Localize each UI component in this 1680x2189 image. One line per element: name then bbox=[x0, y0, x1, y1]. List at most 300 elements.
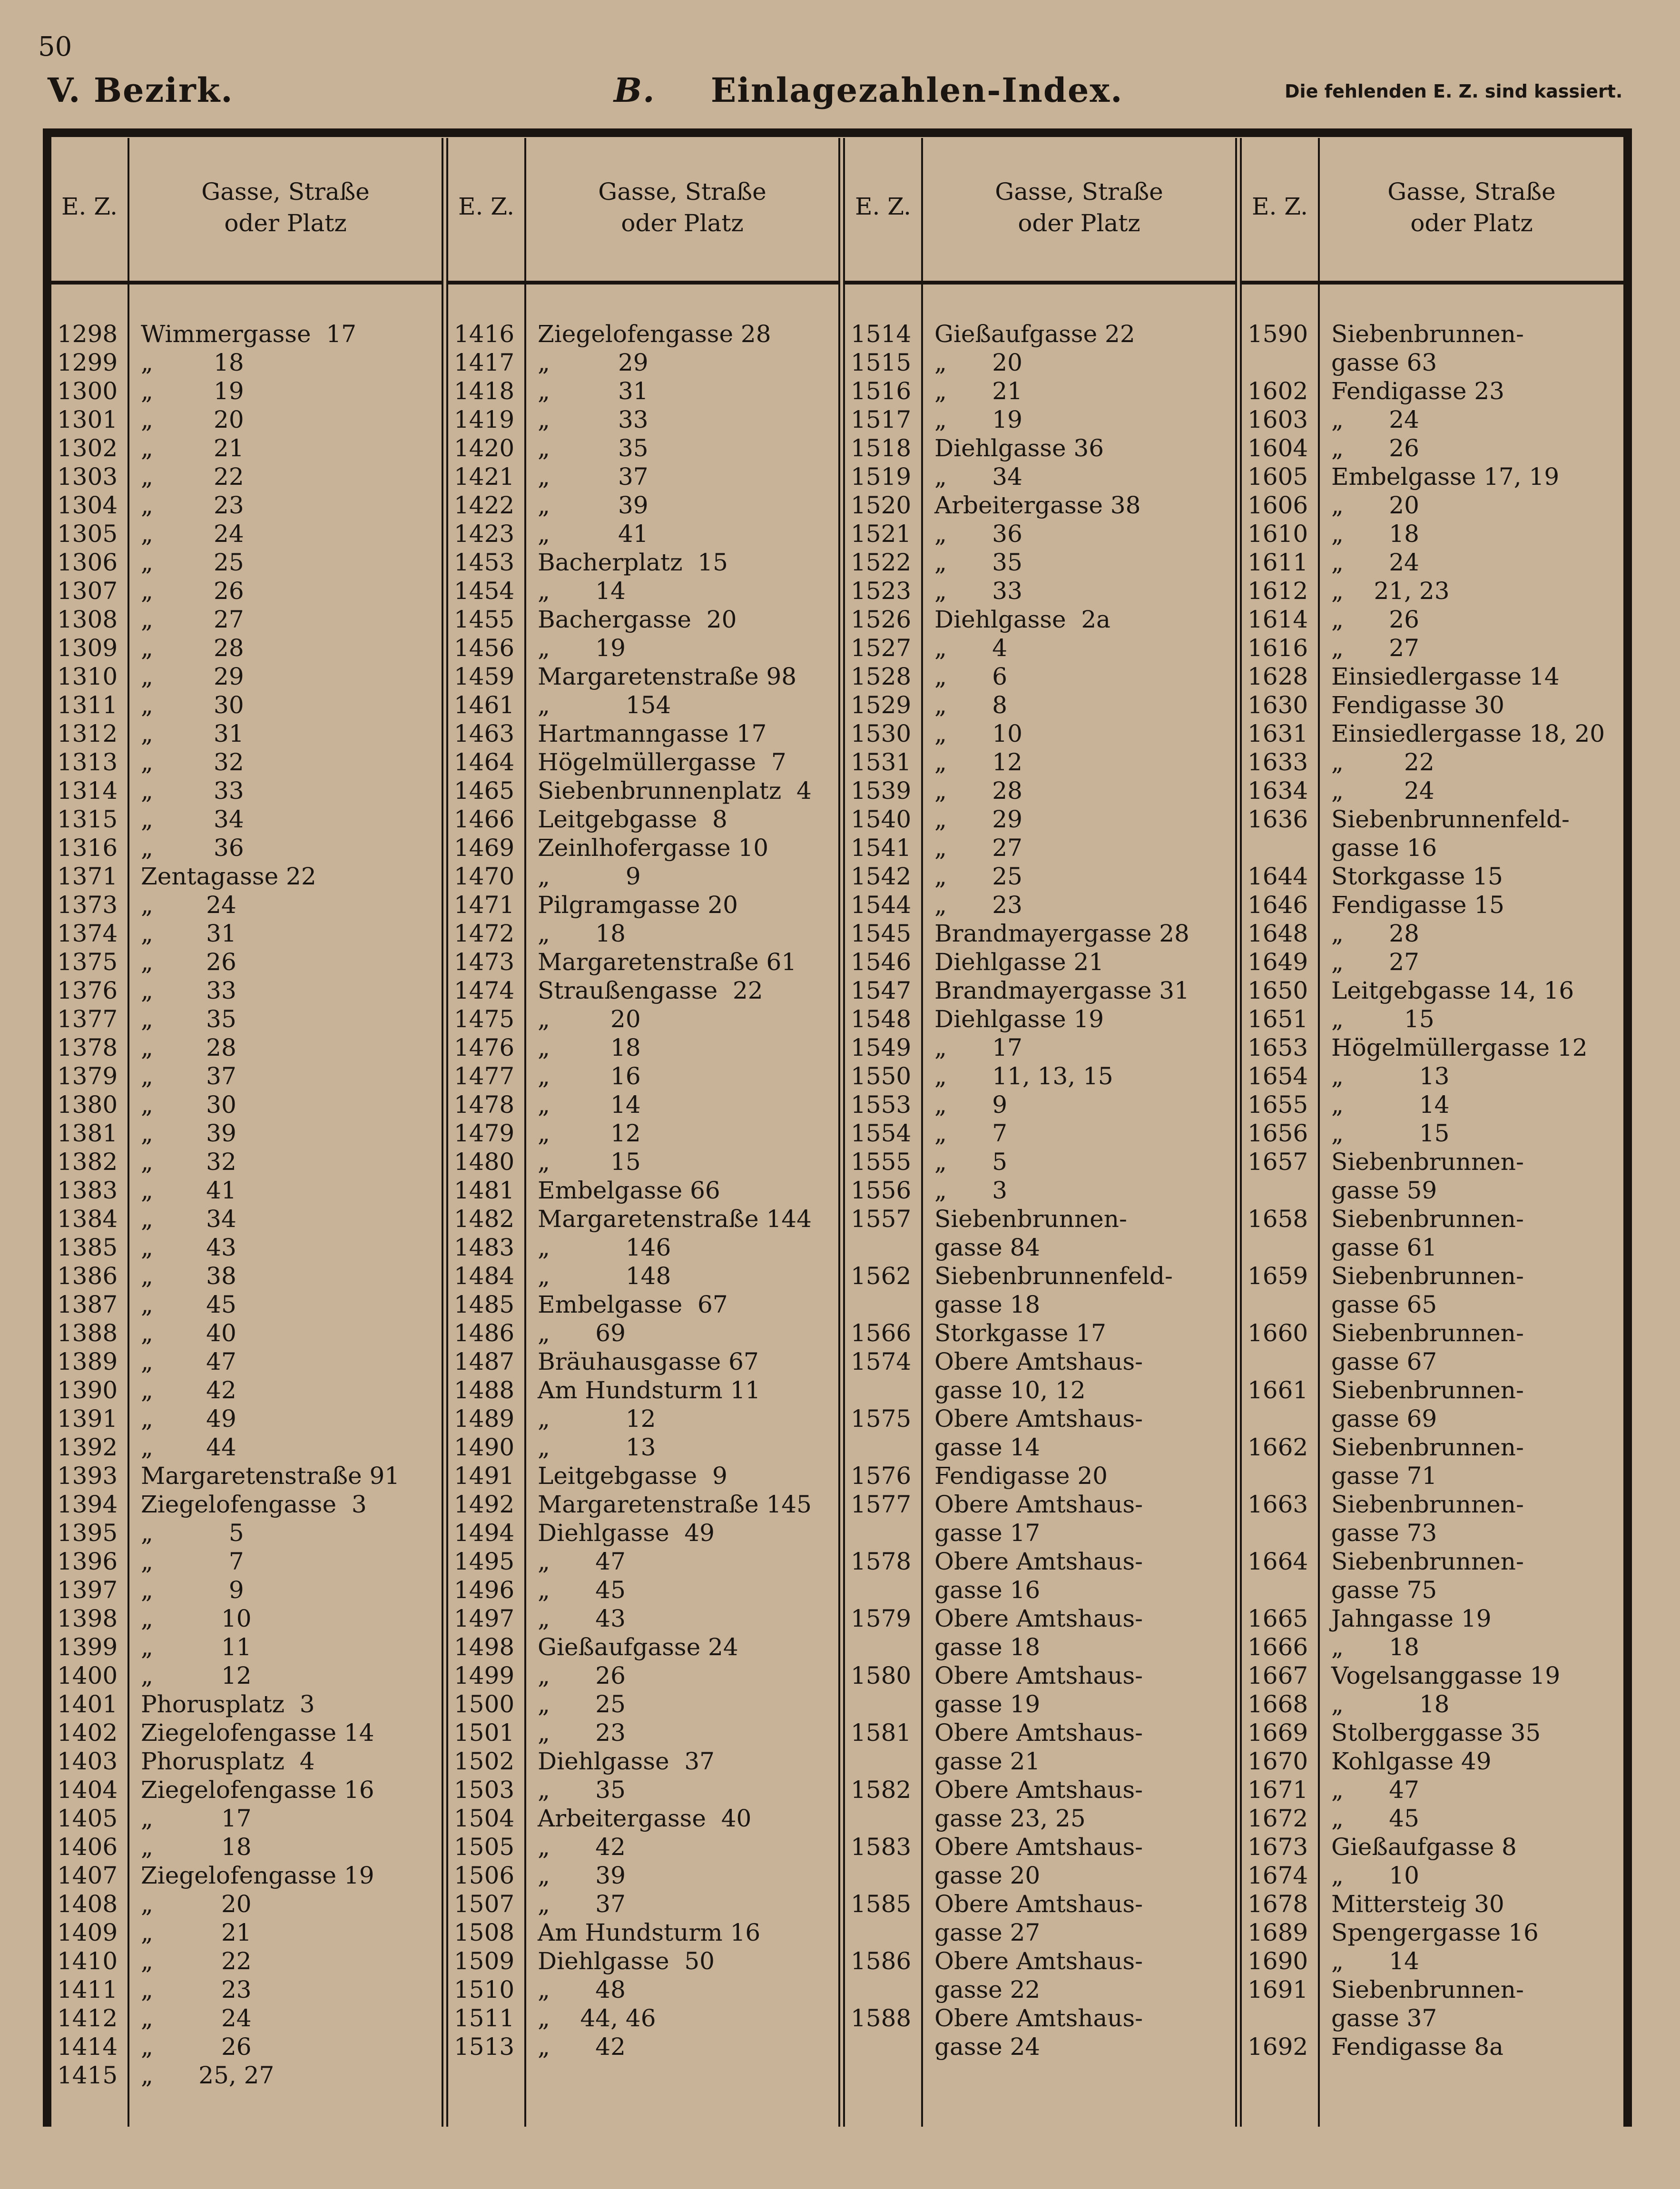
street-name: Diehlgasse 19 bbox=[934, 1005, 1104, 1033]
header-rule bbox=[845, 281, 1235, 285]
table-row bbox=[1242, 1804, 1623, 1833]
table-row bbox=[845, 520, 1235, 548]
street-name: „ 38 bbox=[141, 1262, 236, 1290]
street-name: „ 41 bbox=[141, 1177, 236, 1204]
street-name: Kohlgasse 49 bbox=[1331, 1747, 1492, 1775]
street-name: Diehlgasse 36 bbox=[934, 434, 1104, 462]
table-row bbox=[1242, 1090, 1623, 1119]
street-name: Mittersteig 30 bbox=[1331, 1890, 1504, 1918]
table-row bbox=[51, 434, 442, 462]
street-name: gasse 10, 12 bbox=[934, 1376, 1086, 1404]
index-title: Einlagezahlen-Index. bbox=[710, 70, 1123, 110]
table-row bbox=[448, 405, 838, 434]
street-name: Storkgasse 17 bbox=[934, 1319, 1106, 1347]
table-row bbox=[845, 1347, 1235, 1376]
ez-number: 1471 bbox=[454, 891, 515, 919]
street-name: Gießaufgasse 22 bbox=[934, 320, 1135, 348]
street-name: „ 4 bbox=[934, 634, 1008, 662]
header-line: Gasse, Straße bbox=[1387, 178, 1556, 206]
street-name: gasse 16 bbox=[1331, 834, 1437, 862]
street-name: gasse 63 bbox=[1331, 349, 1437, 376]
street-name: gasse 19 bbox=[934, 1690, 1041, 1718]
district-heading: V. Bezirk. bbox=[48, 70, 234, 110]
street-name: „ 10 bbox=[1331, 1862, 1419, 1889]
ez-number: 1555 bbox=[851, 1148, 912, 1176]
street-name: „ 31 bbox=[141, 720, 244, 747]
ez-number: 1374 bbox=[57, 920, 118, 947]
street-name: gasse 69 bbox=[1331, 1405, 1437, 1433]
header-line: oder Platz bbox=[1018, 209, 1140, 237]
table-row bbox=[448, 1119, 838, 1148]
ez-number: 1394 bbox=[57, 1491, 118, 1518]
table-row bbox=[1242, 2004, 1623, 2032]
street-name: „ 47 bbox=[1331, 1776, 1419, 1804]
ez-number: 1482 bbox=[454, 1205, 515, 1233]
table-row bbox=[51, 1233, 442, 1262]
street-name: „ 31 bbox=[141, 920, 236, 947]
street-name: Margaretenstraße 145 bbox=[538, 1491, 812, 1518]
street-name: gasse 24 bbox=[934, 2033, 1041, 2061]
ez-number: 1302 bbox=[57, 434, 118, 462]
ez-number: 1396 bbox=[57, 1548, 118, 1575]
street-name: „ 35 bbox=[141, 1005, 236, 1033]
table-row bbox=[51, 1176, 442, 1205]
street-name: „ 42 bbox=[538, 2033, 626, 2061]
page-number: 50 bbox=[38, 31, 72, 62]
table-row bbox=[845, 1404, 1235, 1433]
table-row bbox=[845, 605, 1235, 634]
ez-number: 1381 bbox=[57, 1119, 118, 1147]
table-row bbox=[1242, 662, 1623, 691]
table-row bbox=[51, 1404, 442, 1433]
table-row bbox=[51, 520, 442, 548]
street-name: Phorusplatz 4 bbox=[141, 1747, 315, 1775]
street-name: „ 10 bbox=[934, 720, 1022, 747]
ez-number: 1313 bbox=[57, 748, 118, 776]
street-name: Diehlgasse 21 bbox=[934, 948, 1104, 976]
ez-number: 1660 bbox=[1248, 1319, 1308, 1347]
street-name: Obere Amtshaus- bbox=[934, 1719, 1143, 1747]
ez-number: 1614 bbox=[1248, 606, 1308, 633]
table-row bbox=[1242, 634, 1623, 662]
ez-column-header: E. Z. bbox=[1251, 193, 1308, 220]
street-name: „ 14 bbox=[538, 577, 626, 605]
table-row bbox=[448, 1005, 838, 1033]
table-row bbox=[448, 462, 838, 491]
table-row bbox=[448, 1519, 838, 1547]
street-name: gasse 23, 25 bbox=[934, 1805, 1086, 1832]
street-name: Gießaufgasse 8 bbox=[1331, 1833, 1517, 1861]
street-name: „ 24 bbox=[141, 2004, 252, 2032]
street-name: „ 24 bbox=[1331, 777, 1434, 805]
ez-number: 1580 bbox=[851, 1662, 912, 1689]
table-row bbox=[448, 2032, 838, 2061]
header-line: oder Platz bbox=[1410, 209, 1533, 237]
ez-number: 1510 bbox=[454, 1976, 515, 2003]
table-row bbox=[1242, 1290, 1623, 1319]
table-row bbox=[1242, 891, 1623, 919]
index-column-4 bbox=[1242, 138, 1623, 2127]
street-name: Arbeitergasse 38 bbox=[934, 491, 1141, 519]
table-row bbox=[1242, 1376, 1623, 1404]
table-row bbox=[448, 1490, 838, 1519]
ez-number: 1554 bbox=[851, 1119, 912, 1147]
table-row bbox=[845, 776, 1235, 805]
table-row bbox=[51, 1005, 442, 1033]
table-row bbox=[1242, 1148, 1623, 1176]
street-name: „ 36 bbox=[934, 520, 1022, 548]
ez-number: 1388 bbox=[57, 1319, 118, 1347]
table-row bbox=[845, 1975, 1235, 2004]
street-name: Ziegelofengasse 19 bbox=[141, 1862, 374, 1889]
street-name: Siebenbrunnen- bbox=[1331, 1148, 1524, 1176]
street-name: „ 13 bbox=[1331, 1062, 1450, 1090]
street-name: Bachergasse 20 bbox=[538, 606, 737, 633]
street-name: „ 21 bbox=[141, 434, 244, 462]
ez-number: 1406 bbox=[57, 1833, 118, 1861]
street-name: Brandmayergasse 28 bbox=[934, 920, 1189, 947]
street-name: „ 26 bbox=[538, 1662, 626, 1689]
table-row bbox=[1242, 1690, 1623, 1718]
ez-number: 1583 bbox=[851, 1833, 912, 1861]
street-name: Brandmayergasse 31 bbox=[934, 977, 1189, 1004]
ez-number: 1494 bbox=[454, 1519, 515, 1547]
street-name: „ 21 bbox=[934, 377, 1022, 405]
header-line: Gasse, Straße bbox=[598, 178, 766, 206]
table-row bbox=[845, 805, 1235, 834]
table-row bbox=[845, 862, 1235, 891]
table-row bbox=[845, 1090, 1235, 1119]
street-name: „ 18 bbox=[538, 1034, 641, 1061]
street-name: „ 12 bbox=[538, 1405, 656, 1433]
street-name: gasse 84 bbox=[934, 1234, 1041, 1261]
street-name: „ 39 bbox=[141, 1119, 236, 1147]
street-name: „ 18 bbox=[538, 920, 626, 947]
street-name: Siebenbrunnen- bbox=[1331, 1376, 1524, 1404]
street-name: „ 23 bbox=[141, 1976, 252, 2003]
ez-number: 1304 bbox=[57, 491, 118, 519]
ez-number: 1616 bbox=[1248, 634, 1308, 662]
street-name: gasse 71 bbox=[1331, 1462, 1437, 1490]
ez-number: 1667 bbox=[1248, 1662, 1308, 1689]
street-name: „ 45 bbox=[538, 1576, 626, 1604]
street-name: Jahngasse 19 bbox=[1331, 1605, 1492, 1632]
street-name: Stolberggasse 35 bbox=[1331, 1719, 1541, 1747]
ez-number: 1402 bbox=[57, 1719, 118, 1747]
ez-number: 1485 bbox=[454, 1291, 515, 1318]
ez-number: 1419 bbox=[454, 406, 515, 433]
ez-number: 1497 bbox=[454, 1605, 515, 1632]
table-row bbox=[1242, 1062, 1623, 1090]
table-row bbox=[448, 1690, 838, 1718]
ez-number: 1414 bbox=[57, 2033, 118, 2061]
street-name: „ 14 bbox=[1331, 1947, 1419, 1975]
ez-number: 1299 bbox=[57, 349, 118, 376]
ez-number: 1672 bbox=[1248, 1805, 1308, 1832]
table-row bbox=[448, 948, 838, 976]
street-name: Margaretenstraße 98 bbox=[538, 663, 797, 690]
table-row bbox=[448, 976, 838, 1005]
ez-number: 1586 bbox=[851, 1947, 912, 1975]
street-name: Embelgasse 66 bbox=[538, 1177, 720, 1204]
street-name: gasse 75 bbox=[1331, 1576, 1437, 1604]
table-row bbox=[1242, 1347, 1623, 1376]
ez-number: 1404 bbox=[57, 1776, 118, 1804]
table-row bbox=[845, 434, 1235, 462]
ez-number: 1653 bbox=[1248, 1034, 1308, 1061]
street-name: Obere Amtshaus- bbox=[934, 1348, 1143, 1375]
street-name: Storkgasse 15 bbox=[1331, 863, 1503, 890]
ez-number: 1522 bbox=[851, 549, 912, 576]
street-name: gasse 67 bbox=[1331, 1348, 1437, 1375]
street-name: „ 17 bbox=[934, 1034, 1022, 1061]
table-row bbox=[448, 1376, 838, 1404]
ez-number: 1501 bbox=[454, 1719, 515, 1747]
ez-number: 1315 bbox=[57, 805, 118, 833]
street-name: Obere Amtshaus- bbox=[934, 1833, 1143, 1861]
ez-number: 1314 bbox=[57, 777, 118, 805]
table-row bbox=[845, 1262, 1235, 1290]
street-name: Embelgasse 17, 19 bbox=[1331, 463, 1560, 491]
table-row bbox=[845, 1033, 1235, 1062]
table-row bbox=[448, 1205, 838, 1233]
table-row bbox=[1242, 1262, 1623, 1290]
ez-number: 1390 bbox=[57, 1376, 118, 1404]
ez-number: 1669 bbox=[1248, 1719, 1308, 1747]
ez-number: 1306 bbox=[57, 549, 118, 576]
ez-number: 1673 bbox=[1248, 1833, 1308, 1861]
table-row bbox=[51, 405, 442, 434]
ez-number: 1531 bbox=[851, 748, 912, 776]
street-name: Fendigasse 23 bbox=[1331, 377, 1504, 405]
ez-number: 1307 bbox=[57, 577, 118, 605]
table-row bbox=[51, 976, 442, 1005]
street-name: Zeinlhofergasse 10 bbox=[538, 834, 769, 862]
street-name: „ 34 bbox=[141, 1205, 236, 1233]
table-row bbox=[51, 1033, 442, 1062]
street-name: gasse 65 bbox=[1331, 1291, 1437, 1318]
ez-number: 1503 bbox=[454, 1776, 515, 1804]
street-name: „ 28 bbox=[141, 1034, 236, 1061]
table-row bbox=[1242, 1119, 1623, 1148]
street-name: Obere Amtshaus- bbox=[934, 1890, 1143, 1918]
street-name: „ 26 bbox=[1331, 434, 1419, 462]
ez-number: 1542 bbox=[851, 863, 912, 890]
ez-number: 1631 bbox=[1248, 720, 1308, 747]
street-name: „ 7 bbox=[934, 1119, 1008, 1147]
table-row bbox=[448, 1233, 838, 1262]
table-row bbox=[51, 377, 442, 405]
street-name: „ 33 bbox=[141, 977, 236, 1004]
ez-number: 1521 bbox=[851, 520, 912, 548]
table-row bbox=[448, 1319, 838, 1347]
street-name: Ziegelofengasse 28 bbox=[538, 320, 771, 348]
street-name: Pilgramgasse 20 bbox=[538, 891, 738, 919]
table-row bbox=[845, 577, 1235, 605]
street-name: „ 18 bbox=[1331, 520, 1419, 548]
ez-number: 1507 bbox=[454, 1890, 515, 1918]
table-row bbox=[845, 462, 1235, 491]
table-row bbox=[51, 1718, 442, 1747]
street-name: gasse 59 bbox=[1331, 1177, 1437, 1204]
ez-number: 1610 bbox=[1248, 520, 1308, 548]
table-row bbox=[51, 1576, 442, 1604]
ez-number: 1383 bbox=[57, 1177, 118, 1204]
ez-number: 1500 bbox=[454, 1690, 515, 1718]
street-name: „ 49 bbox=[141, 1405, 236, 1433]
ez-number: 1415 bbox=[57, 2061, 118, 2089]
street-name: Siebenbrunnenfeld- bbox=[1331, 805, 1570, 833]
table-row bbox=[1242, 776, 1623, 805]
table-row bbox=[845, 1462, 1235, 1490]
ez-number: 1470 bbox=[454, 863, 515, 890]
street-name: Högelmüllergasse 12 bbox=[1331, 1034, 1588, 1061]
table-row bbox=[1242, 834, 1623, 862]
ez-number: 1663 bbox=[1248, 1491, 1308, 1518]
table-row bbox=[448, 2004, 838, 2032]
ez-number: 1459 bbox=[454, 663, 515, 690]
table-row bbox=[51, 605, 442, 634]
ez-number: 1526 bbox=[851, 606, 912, 633]
ez-number: 1311 bbox=[57, 691, 118, 719]
table-row bbox=[1242, 1319, 1623, 1347]
ez-number: 1480 bbox=[454, 1148, 515, 1176]
ez-number: 1662 bbox=[1248, 1433, 1308, 1461]
table-row bbox=[845, 1890, 1235, 1918]
street-name: „ 44 bbox=[141, 1433, 236, 1461]
street-name: „ 42 bbox=[538, 1833, 626, 1861]
ez-number: 1454 bbox=[454, 577, 515, 605]
table-row bbox=[1242, 548, 1623, 577]
ez-number: 1656 bbox=[1248, 1119, 1308, 1147]
table-row bbox=[51, 1661, 442, 1690]
ez-number: 1393 bbox=[57, 1462, 118, 1490]
ez-number: 1403 bbox=[57, 1747, 118, 1775]
street-name: gasse 17 bbox=[934, 1519, 1041, 1547]
ez-number: 1646 bbox=[1248, 891, 1308, 919]
table-row bbox=[845, 1918, 1235, 1947]
ez-number: 1373 bbox=[57, 891, 118, 919]
ez-number: 1491 bbox=[454, 1462, 515, 1490]
street-name: „ 20 bbox=[141, 406, 244, 433]
street-name: Leitgebgasse 14, 16 bbox=[1331, 977, 1574, 1004]
street-name: „ 15 bbox=[1331, 1119, 1450, 1147]
street-name: „ 21, 23 bbox=[1331, 577, 1450, 605]
ez-number: 1634 bbox=[1248, 777, 1308, 805]
table-row bbox=[1242, 1890, 1623, 1918]
table-row bbox=[448, 834, 838, 862]
table-row bbox=[448, 1861, 838, 1890]
table-row bbox=[448, 605, 838, 634]
street-name: Högelmüllergasse 7 bbox=[538, 748, 786, 776]
street-name: Ziegelofengasse 3 bbox=[141, 1491, 367, 1518]
street-name: Obere Amtshaus- bbox=[934, 1662, 1143, 1689]
table-row bbox=[1242, 1233, 1623, 1262]
ez-number: 1514 bbox=[851, 320, 912, 348]
street-name: „ 29 bbox=[934, 805, 1022, 833]
table-row bbox=[448, 919, 838, 948]
table-row bbox=[51, 2061, 442, 2090]
table-row bbox=[448, 520, 838, 548]
street-name: „ 5 bbox=[141, 1519, 244, 1547]
street-name: Siebenbrunnenplatz 4 bbox=[538, 777, 812, 805]
ez-number: 1513 bbox=[454, 2033, 515, 2061]
ez-number: 1400 bbox=[57, 1662, 118, 1689]
ez-number: 1411 bbox=[57, 1976, 118, 2003]
ez-number: 1648 bbox=[1248, 920, 1308, 947]
table-row bbox=[51, 548, 442, 577]
table-row bbox=[1242, 520, 1623, 548]
street-name: „ 22 bbox=[141, 463, 244, 491]
street-name: „ 21 bbox=[141, 1919, 252, 1946]
table-row bbox=[51, 1804, 442, 1833]
ez-number: 1544 bbox=[851, 891, 912, 919]
ez-number: 1300 bbox=[57, 377, 118, 405]
table-row bbox=[448, 691, 838, 719]
ez-number: 1506 bbox=[454, 1862, 515, 1889]
header-line: Gasse, Straße bbox=[995, 178, 1163, 206]
ez-number: 1659 bbox=[1248, 1262, 1308, 1290]
ez-number: 1461 bbox=[454, 691, 515, 719]
ez-number: 1455 bbox=[454, 606, 515, 633]
ez-number: 1530 bbox=[851, 720, 912, 747]
ez-number: 1658 bbox=[1248, 1205, 1308, 1233]
ez-number: 1423 bbox=[454, 520, 515, 548]
street-name: Vogelsanggasse 19 bbox=[1331, 1662, 1561, 1689]
street-name: gasse 16 bbox=[934, 1576, 1041, 1604]
table-row bbox=[448, 1290, 838, 1319]
table-row bbox=[845, 948, 1235, 976]
table-row bbox=[448, 1547, 838, 1576]
street-name: Am Hundsturm 11 bbox=[538, 1376, 761, 1404]
ez-number: 1547 bbox=[851, 977, 912, 1004]
street-name: Leitgebgasse 8 bbox=[538, 805, 727, 833]
ez-number: 1577 bbox=[851, 1491, 912, 1518]
street-name: „ 29 bbox=[141, 663, 244, 690]
ez-number: 1303 bbox=[57, 463, 118, 491]
ez-number: 1644 bbox=[1248, 863, 1308, 890]
street-name: „ 45 bbox=[1331, 1805, 1419, 1832]
table-row bbox=[1242, 1718, 1623, 1747]
table-row bbox=[845, 1947, 1235, 1975]
street-name: Embelgasse 67 bbox=[538, 1291, 728, 1318]
ez-number: 1603 bbox=[1248, 406, 1308, 433]
street-name: „ 39 bbox=[538, 491, 648, 519]
table-row bbox=[845, 976, 1235, 1005]
ez-number: 1386 bbox=[57, 1262, 118, 1290]
ez-number: 1489 bbox=[454, 1405, 515, 1433]
street-name: „ 15 bbox=[538, 1148, 641, 1176]
ez-number: 1473 bbox=[454, 948, 515, 976]
ez-number: 1651 bbox=[1248, 1005, 1308, 1033]
ez-number: 1463 bbox=[454, 720, 515, 747]
ez-number: 1421 bbox=[454, 463, 515, 491]
ez-number: 1540 bbox=[851, 805, 912, 833]
block-separator bbox=[1235, 138, 1242, 2127]
table-row bbox=[845, 691, 1235, 719]
street-name: „ 154 bbox=[538, 691, 671, 719]
street-name: Fendigasse 8a bbox=[1331, 2033, 1503, 2061]
street-name: „ 24 bbox=[141, 891, 236, 919]
ez-number: 1585 bbox=[851, 1890, 912, 1918]
ez-number: 1576 bbox=[851, 1462, 912, 1490]
table-row bbox=[448, 1918, 838, 1947]
table-row bbox=[448, 805, 838, 834]
ez-number: 1484 bbox=[454, 1262, 515, 1290]
table-row bbox=[51, 1062, 442, 1090]
street-name: Am Hundsturm 16 bbox=[538, 1919, 761, 1946]
street-name: „ 19 bbox=[141, 377, 244, 405]
